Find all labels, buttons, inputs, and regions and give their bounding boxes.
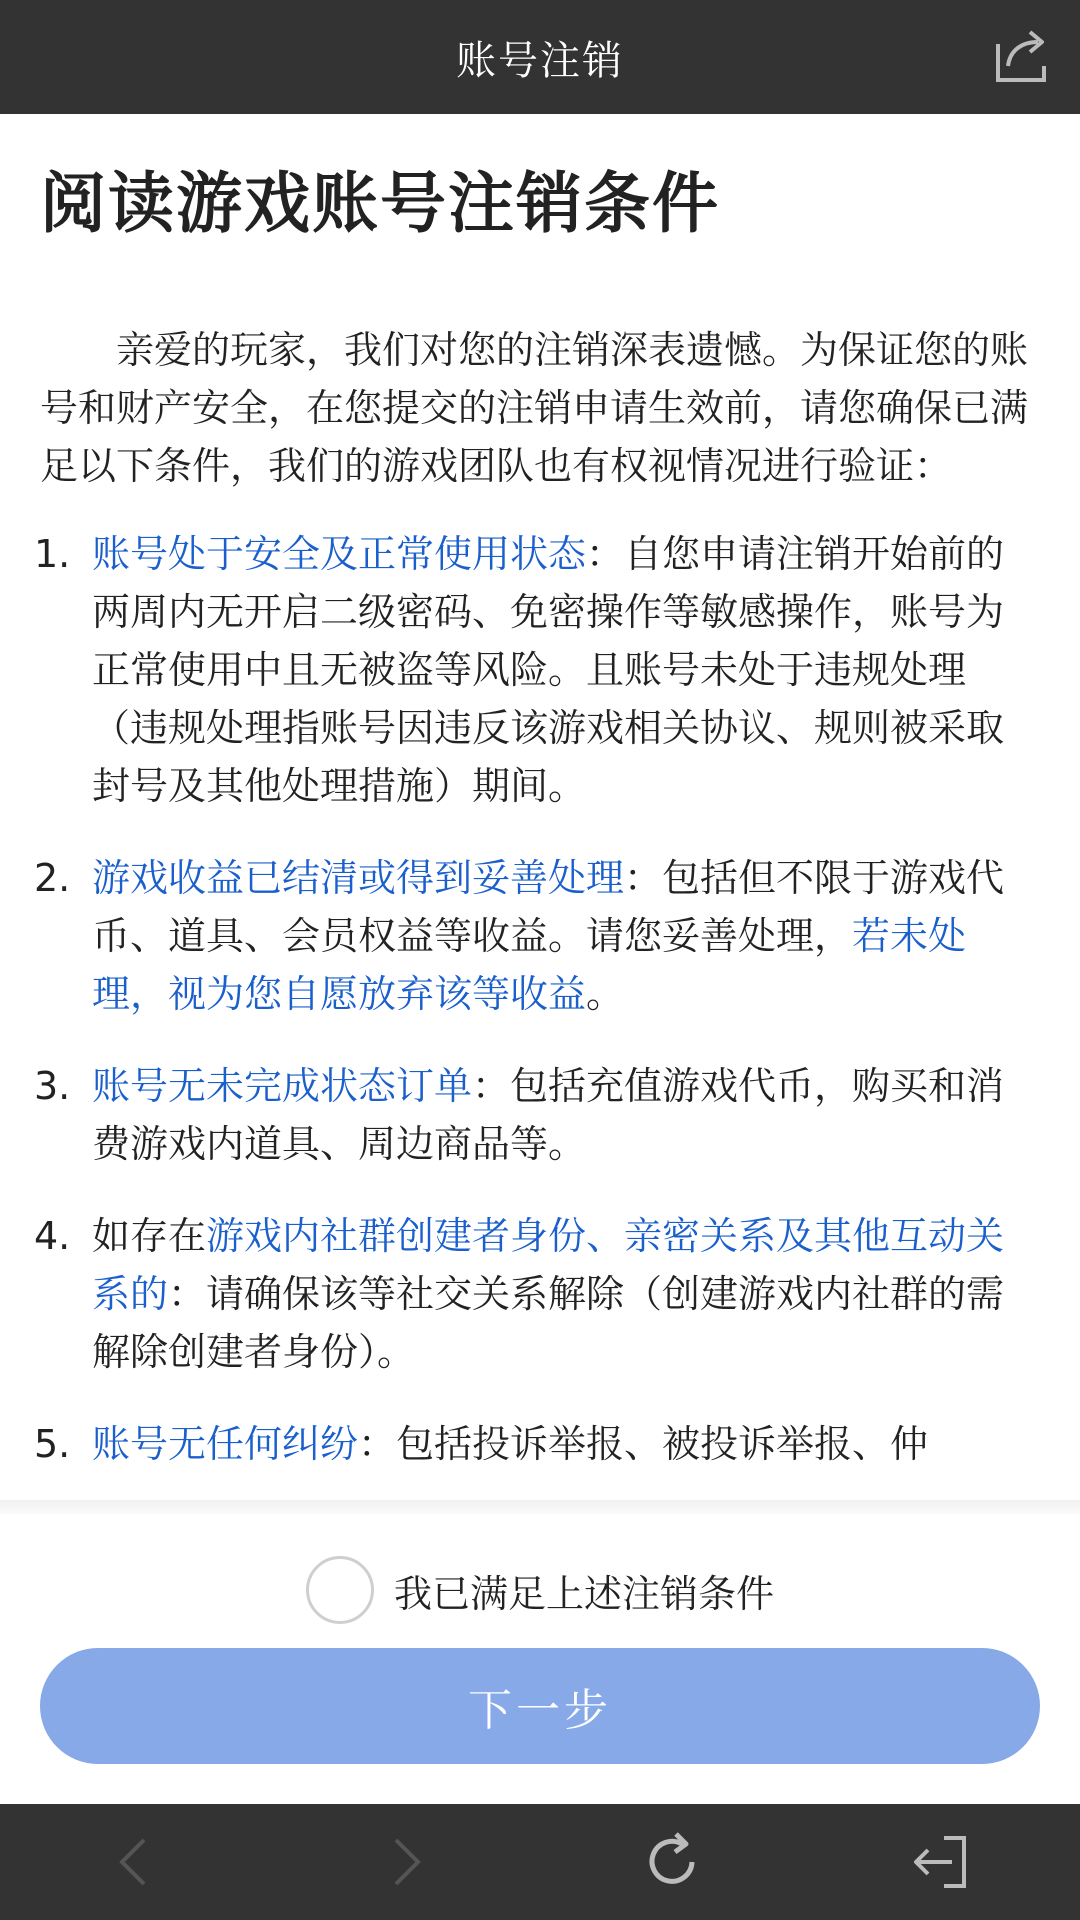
condition-highlight: 游戏内社群创建者身份、亲密关系及其他互动关系的 — [92, 1214, 1005, 1317]
condition-item: 3. 账号无未完成状态订单：包括充值游戏代币，购买和消费游戏内道具、周边商品等。 — [40, 1057, 1040, 1173]
condition-number: 3. — [34, 1064, 71, 1109]
intro-paragraph: 亲爱的玩家，我们对您的注销深表遗憾。为保证您的账号和财产安全，在您提交的注销申请生效前，请您确保已满足以下条件，我们的游戏团队也有权视情况进行验证： — [40, 328, 1029, 489]
condition-highlight: 账号无未完成状态订单 — [92, 1064, 473, 1109]
agree-label[interactable]: 我已满足上述注销条件 — [393, 1571, 774, 1616]
back-icon[interactable] — [104, 1830, 168, 1894]
agree-radio[interactable] — [306, 1556, 374, 1624]
exit-icon[interactable] — [908, 1830, 972, 1894]
condition-number: 4. — [34, 1214, 71, 1259]
condition-item: 1. 账号处于安全及正常使用状态：自您申请注销开始前的两周内无开启二级密码、免密操作等敏感操作，账号为正常使用中且无被盗等风险。且账号未处于违规处理（违规处理指账号因违反该游戏相关协议、规则被采取封号及其他处理措施）期间。 — [40, 525, 1040, 815]
browser-bottom-bar — [0, 1804, 1080, 1920]
condition-highlight: 账号处于安全及正常使用状态 — [92, 532, 587, 577]
refresh-icon[interactable] — [642, 1830, 706, 1894]
agree-row — [0, 1556, 1080, 1624]
condition-highlight: 账号无任何纠纷 — [92, 1422, 359, 1467]
footer-panel — [0, 1514, 1080, 1804]
conditions-list — [34, 525, 1040, 1473]
condition-highlight: 游戏收益已结清或得到妥善处理 — [92, 856, 625, 901]
page-title: 账号注销 — [456, 37, 624, 84]
next-step-button[interactable]: 下一步 — [40, 1648, 1040, 1764]
condition-highlight-secondary: 若未处理，视为您自愿放弃该等收益 — [92, 914, 967, 1017]
condition-item: 4. 如存在游戏内社群创建者身份、亲密关系及其他互动关系的：请确保该等社交关系解除（创建游戏内社群的需解除创建者身份）。 — [40, 1207, 1040, 1381]
top-bar — [0, 0, 1080, 114]
condition-item: 2. 游戏收益已结清或得到妥善处理：包括但不限于游戏代币、道具、会员权益等收益。请您妥善处理，若未处理，视为您自愿放弃该等收益。 — [40, 849, 1040, 1023]
condition-item: 5. 账号无任何纠纷：包括投诉举报、被投诉举报、仲 — [40, 1415, 1040, 1473]
forward-icon[interactable] — [372, 1830, 436, 1894]
conditions-content[interactable] — [0, 114, 1080, 1514]
condition-number: 5. — [34, 1422, 71, 1467]
share-icon[interactable] — [992, 26, 1052, 86]
condition-number: 1. — [34, 532, 71, 577]
conditions-heading: 阅读游戏账号注销条件 — [40, 165, 720, 242]
condition-number: 2. — [34, 856, 71, 901]
